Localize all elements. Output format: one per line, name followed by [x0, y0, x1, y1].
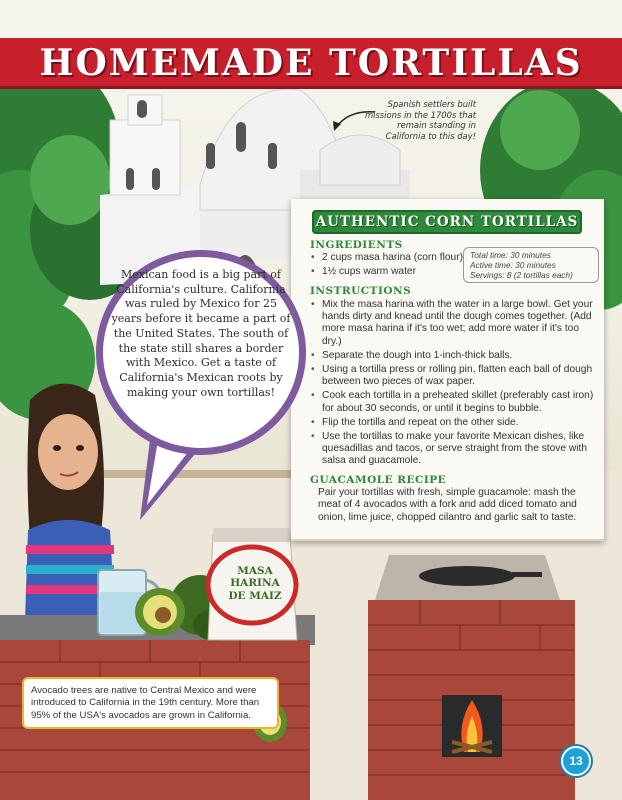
- servings: Servings: 8 (2 tortillas each): [470, 270, 573, 280]
- mission-caption: Spanish settlers built missions in the 1700s that remain standing in California to this day!: [364, 99, 476, 141]
- ingredients-heading: INGREDIENTS: [310, 239, 403, 251]
- masa-label-line: HARINA: [230, 577, 280, 590]
- guacamole-text: Pair your tortillas with fresh, simple guacamole: mash the meat of 4 avocados with a fork and add diced tomato and onion, lime juice, chopped cilantro and garlic salt to taste.: [318, 487, 577, 523]
- ingredient-item: • 1½ cups warm water: [310, 266, 465, 278]
- avocado-fact-text: Avocado trees are native to Central Mexico and were introduced to California in the 19th century. More than 95% of the USA's avocados are grown in California.: [31, 685, 260, 721]
- speech-bubble-text: Mexican food is a big part of California's culture. California was ruled by Mexico for 25 years before it became a part of the United States. The south of the state still shares a border with Mexico. Get a taste of California's Mexican roots by making your own tortillas!: [111, 268, 291, 399]
- instruction-step: • Separate the dough into 1-inch-thick balls.: [310, 350, 598, 362]
- page-number: 13: [569, 754, 583, 768]
- page-number-badge: [561, 746, 591, 776]
- instruction-step: • Using a tortilla press or rolling pin, flatten each ball of dough between two pieces of wax paper.: [310, 364, 598, 388]
- active-time: Active time: 30 minutes: [470, 260, 556, 270]
- total-time: Total time: 30 minutes: [470, 250, 551, 260]
- instructions-heading: INSTRUCTIONS: [310, 285, 412, 297]
- ingredient-item: • 2 cups masa harina (corn flour): [310, 252, 465, 264]
- masa-bag-label: [218, 565, 292, 602]
- instruction-step: • Cook each tortilla in a preheated skillet (preferably cast iron) for about 30 seconds, or until it begins to bubble.: [310, 390, 598, 414]
- page-title: HOMEMADE TORTILLAS: [39, 42, 583, 84]
- guacamole-heading: GUACAMOLE RECIPE: [310, 474, 447, 486]
- masa-label-line: MASA: [237, 565, 273, 577]
- instruction-step: • Flip the tortilla and repeat on the other side.: [310, 417, 598, 429]
- masa-label-line: DE MAIZ: [228, 589, 282, 602]
- instruction-step: • Mix the masa harina with the water in a large bowl. Get your hands dirty and knead until the dough comes together. (Add more masa harina if it's too wet; add more water if it's too dry.): [310, 299, 598, 348]
- instruction-step: • Use the tortillas to make your favorite Mexican dishes, like quesadillas and tacos, or serve straight from the stove with salsa and guacamole.: [310, 431, 598, 468]
- recipe-title: AUTHENTIC CORN TORTILLAS: [315, 214, 579, 230]
